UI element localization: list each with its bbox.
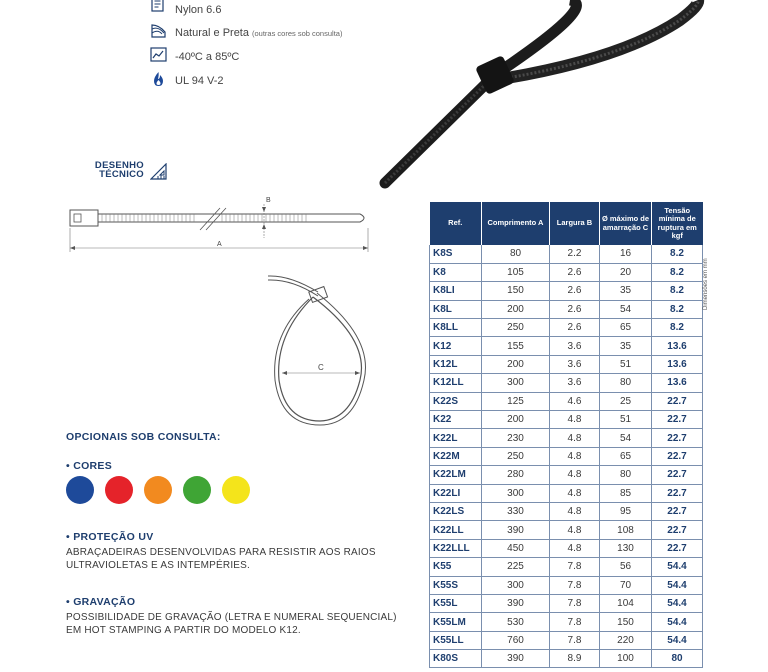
cell-length: 300: [482, 576, 550, 594]
cell-tension: 22.7: [652, 447, 703, 465]
cell-tension: 13.6: [652, 355, 703, 373]
cell-length: 250: [482, 319, 550, 337]
cell-width: 4.8: [550, 539, 600, 557]
cell-tension: 8.2: [652, 300, 703, 318]
cell-diameter: 65: [600, 447, 652, 465]
table-row: [430, 521, 703, 539]
cell-tension: 54.4: [652, 631, 703, 649]
cell-diameter: 35: [600, 282, 652, 300]
cell-length: 80: [482, 245, 550, 263]
cell-diameter: 104: [600, 594, 652, 612]
table-row: [430, 282, 703, 300]
cell-width: 3.6: [550, 355, 600, 373]
spec-value: Nylon 6.6: [175, 4, 222, 16]
cell-length: 530: [482, 613, 550, 631]
header-tension: Tensão mínima de ruptura em kgf: [652, 202, 703, 245]
cell-length: 225: [482, 558, 550, 576]
cell-ref: K55S: [430, 576, 482, 594]
cell-width: 7.8: [550, 576, 600, 594]
flame-icon: [150, 71, 167, 88]
cell-diameter: 20: [600, 263, 652, 281]
table-row: [430, 263, 703, 281]
chart-icon: [150, 46, 167, 63]
table-row: [430, 539, 703, 557]
palette-icon: [150, 22, 167, 39]
cell-diameter: 220: [600, 631, 652, 649]
cell-tension: 22.7: [652, 502, 703, 520]
cell-ref: K22S: [430, 392, 482, 410]
cell-width: 7.8: [550, 558, 600, 576]
cell-width: 3.6: [550, 374, 600, 392]
cell-width: 7.8: [550, 594, 600, 612]
spec-temperature: [0, 46, 420, 68]
cable-tie-photo: [370, 0, 710, 190]
cell-diameter: 16: [600, 245, 652, 263]
cell-tension: 54.4: [652, 613, 703, 631]
cell-tension: 54.4: [652, 558, 703, 576]
header-width: Largura B: [550, 202, 600, 245]
cell-width: 2.6: [550, 263, 600, 281]
document-icon: [150, 0, 167, 13]
product-table-wrapper: [429, 202, 702, 668]
cell-tension: 22.7: [652, 484, 703, 502]
table-row: [430, 558, 703, 576]
cell-width: 7.8: [550, 631, 600, 649]
cell-ref: K55LM: [430, 613, 482, 631]
cell-width: 4.8: [550, 502, 600, 520]
cell-length: 300: [482, 484, 550, 502]
cell-ref: K22LS: [430, 502, 482, 520]
cell-width: 2.2: [550, 245, 600, 263]
table-row: [430, 300, 703, 318]
cell-length: 390: [482, 650, 550, 668]
cell-ref: K8LL: [430, 319, 482, 337]
color-swatch-blue: [66, 476, 94, 504]
engraving-text: POSSIBILIDADE DE GRAVAÇÃO (LETRA E NUMERAL SEQUENCIAL) EM HOT STAMPING A PARTIR DO MODELO K12.: [66, 612, 397, 636]
cell-diameter: 51: [600, 355, 652, 373]
cell-ref: K22M: [430, 447, 482, 465]
cell-length: 150: [482, 282, 550, 300]
table-row: [430, 392, 703, 410]
cell-width: 4.8: [550, 411, 600, 429]
color-swatch-green: [183, 476, 211, 504]
table-row: [430, 650, 703, 668]
cell-ref: K12L: [430, 355, 482, 373]
cell-diameter: 35: [600, 337, 652, 355]
cell-length: 230: [482, 429, 550, 447]
cell-diameter: 25: [600, 392, 652, 410]
dimension-note-text: Dimensões em mm: [703, 258, 709, 310]
table-body: [430, 245, 703, 668]
color-swatches: [66, 476, 250, 504]
cell-length: 200: [482, 355, 550, 373]
cell-length: 105: [482, 263, 550, 281]
table-row: [430, 502, 703, 520]
cell-diameter: 65: [600, 319, 652, 337]
table-row: [430, 576, 703, 594]
cell-ref: K22LM: [430, 466, 482, 484]
cell-ref: K8S: [430, 245, 482, 263]
cell-tension: 8.2: [652, 263, 703, 281]
cell-tension: 13.6: [652, 374, 703, 392]
dim-c-label: C: [318, 363, 324, 372]
table-row: [430, 355, 703, 373]
table-header-row: [430, 202, 703, 245]
color-swatch-orange: [144, 476, 172, 504]
cell-width: 4.8: [550, 429, 600, 447]
cell-length: 125: [482, 392, 550, 410]
cell-diameter: 70: [600, 576, 652, 594]
colors-title: • CORES: [66, 460, 113, 472]
color-swatch-red: [105, 476, 133, 504]
dim-a-label: A: [217, 241, 222, 248]
cell-width: 4.8: [550, 447, 600, 465]
cell-ref: K8: [430, 263, 482, 281]
table-row: [430, 337, 703, 355]
optionals-title: OPCIONAIS SOB CONSULTA:: [66, 431, 221, 443]
engraving-title: • GRAVAÇÃO: [66, 596, 136, 608]
spec-note: (outras cores sob consulta): [251, 29, 343, 38]
cell-tension: 8.2: [652, 319, 703, 337]
cell-diameter: 51: [600, 411, 652, 429]
cell-tension: 22.7: [652, 411, 703, 429]
table-row: [430, 429, 703, 447]
spec-flammability: [0, 70, 420, 92]
cell-diameter: 85: [600, 484, 652, 502]
cell-ref: K8L: [430, 300, 482, 318]
cell-width: 2.6: [550, 319, 600, 337]
cell-width: 8.9: [550, 650, 600, 668]
cell-length: 760: [482, 631, 550, 649]
cell-diameter: 100: [600, 650, 652, 668]
cell-diameter: 54: [600, 429, 652, 447]
cell-tension: 80: [652, 650, 703, 668]
cell-ref: K80S: [430, 650, 482, 668]
cell-ref: K22LI: [430, 484, 482, 502]
table-row: [430, 631, 703, 649]
table-row: [430, 411, 703, 429]
cell-tension: 54.4: [652, 594, 703, 612]
product-table: [429, 202, 703, 668]
cell-width: 4.8: [550, 521, 600, 539]
spec-material: [0, 0, 420, 22]
cell-width: 4.8: [550, 466, 600, 484]
cell-width: 4.8: [550, 484, 600, 502]
cell-ref: K22L: [430, 429, 482, 447]
table-row: [430, 447, 703, 465]
cell-tension: 22.7: [652, 521, 703, 539]
cell-ref: K55L: [430, 594, 482, 612]
spec-value: -40ºC a 85ºC: [175, 51, 240, 63]
cell-length: 250: [482, 447, 550, 465]
table-row: [430, 374, 703, 392]
cell-length: 200: [482, 411, 550, 429]
cell-diameter: 80: [600, 466, 652, 484]
cell-tension: 22.7: [652, 466, 703, 484]
spec-value-text: Natural e Preta: [175, 27, 249, 39]
cell-length: 300: [482, 374, 550, 392]
cell-tension: 22.7: [652, 429, 703, 447]
spec-value: UL 94 V-2: [175, 75, 224, 87]
cell-width: 7.8: [550, 613, 600, 631]
cell-length: 200: [482, 300, 550, 318]
cell-ref: K8LI: [430, 282, 482, 300]
cell-ref: K22LLL: [430, 539, 482, 557]
cell-diameter: 150: [600, 613, 652, 631]
cell-diameter: 56: [600, 558, 652, 576]
table-row: [430, 484, 703, 502]
cell-length: 155: [482, 337, 550, 355]
cell-diameter: 95: [600, 502, 652, 520]
cell-ref: K55LL: [430, 631, 482, 649]
table-row: [430, 594, 703, 612]
table-row: [430, 245, 703, 263]
cell-length: 330: [482, 502, 550, 520]
cell-width: 2.6: [550, 282, 600, 300]
cell-ref: K22: [430, 411, 482, 429]
table-row: [430, 613, 703, 631]
cell-diameter: 54: [600, 300, 652, 318]
table-row: [430, 466, 703, 484]
header-length: Comprimento A: [482, 202, 550, 245]
ruler-icon: [150, 163, 167, 180]
cell-tension: 54.4: [652, 576, 703, 594]
cell-ref: K22LL: [430, 521, 482, 539]
cell-ref: K12: [430, 337, 482, 355]
dimension-note: [703, 240, 717, 310]
cell-ref: K12LL: [430, 374, 482, 392]
header-ref: Ref.: [430, 202, 482, 245]
cell-tension: 13.6: [652, 337, 703, 355]
color-swatch-yellow: [222, 476, 250, 504]
cell-diameter: 130: [600, 539, 652, 557]
cell-tension: 22.7: [652, 539, 703, 557]
cell-tension: 8.2: [652, 282, 703, 300]
uv-title: • PROTEÇÃO UV: [66, 531, 154, 543]
cell-diameter: 80: [600, 374, 652, 392]
cell-length: 390: [482, 521, 550, 539]
table-row: [430, 319, 703, 337]
cell-length: 280: [482, 466, 550, 484]
cell-tension: 22.7: [652, 392, 703, 410]
cell-length: 390: [482, 594, 550, 612]
spec-color: [0, 24, 420, 46]
cell-tension: 8.2: [652, 245, 703, 263]
cell-ref: K55: [430, 558, 482, 576]
spec-value: [175, 27, 342, 39]
dim-b-label: B: [266, 197, 271, 204]
cell-width: 2.6: [550, 300, 600, 318]
cell-length: 450: [482, 539, 550, 557]
cell-width: 4.6: [550, 392, 600, 410]
cell-diameter: 108: [600, 521, 652, 539]
uv-text: ABRAÇADEIRAS DESENVOLVIDAS PARA RESISTIR AOS RAIOS ULTRAVIOLETAS E AS INTEMPÉRIES.: [66, 547, 376, 571]
cell-width: 3.6: [550, 337, 600, 355]
technical-drawing: [60, 190, 380, 430]
drawing-label: DESENHO TÉCNICO: [94, 160, 144, 180]
header-diameter: Ø máximo de amarração C: [600, 202, 652, 245]
